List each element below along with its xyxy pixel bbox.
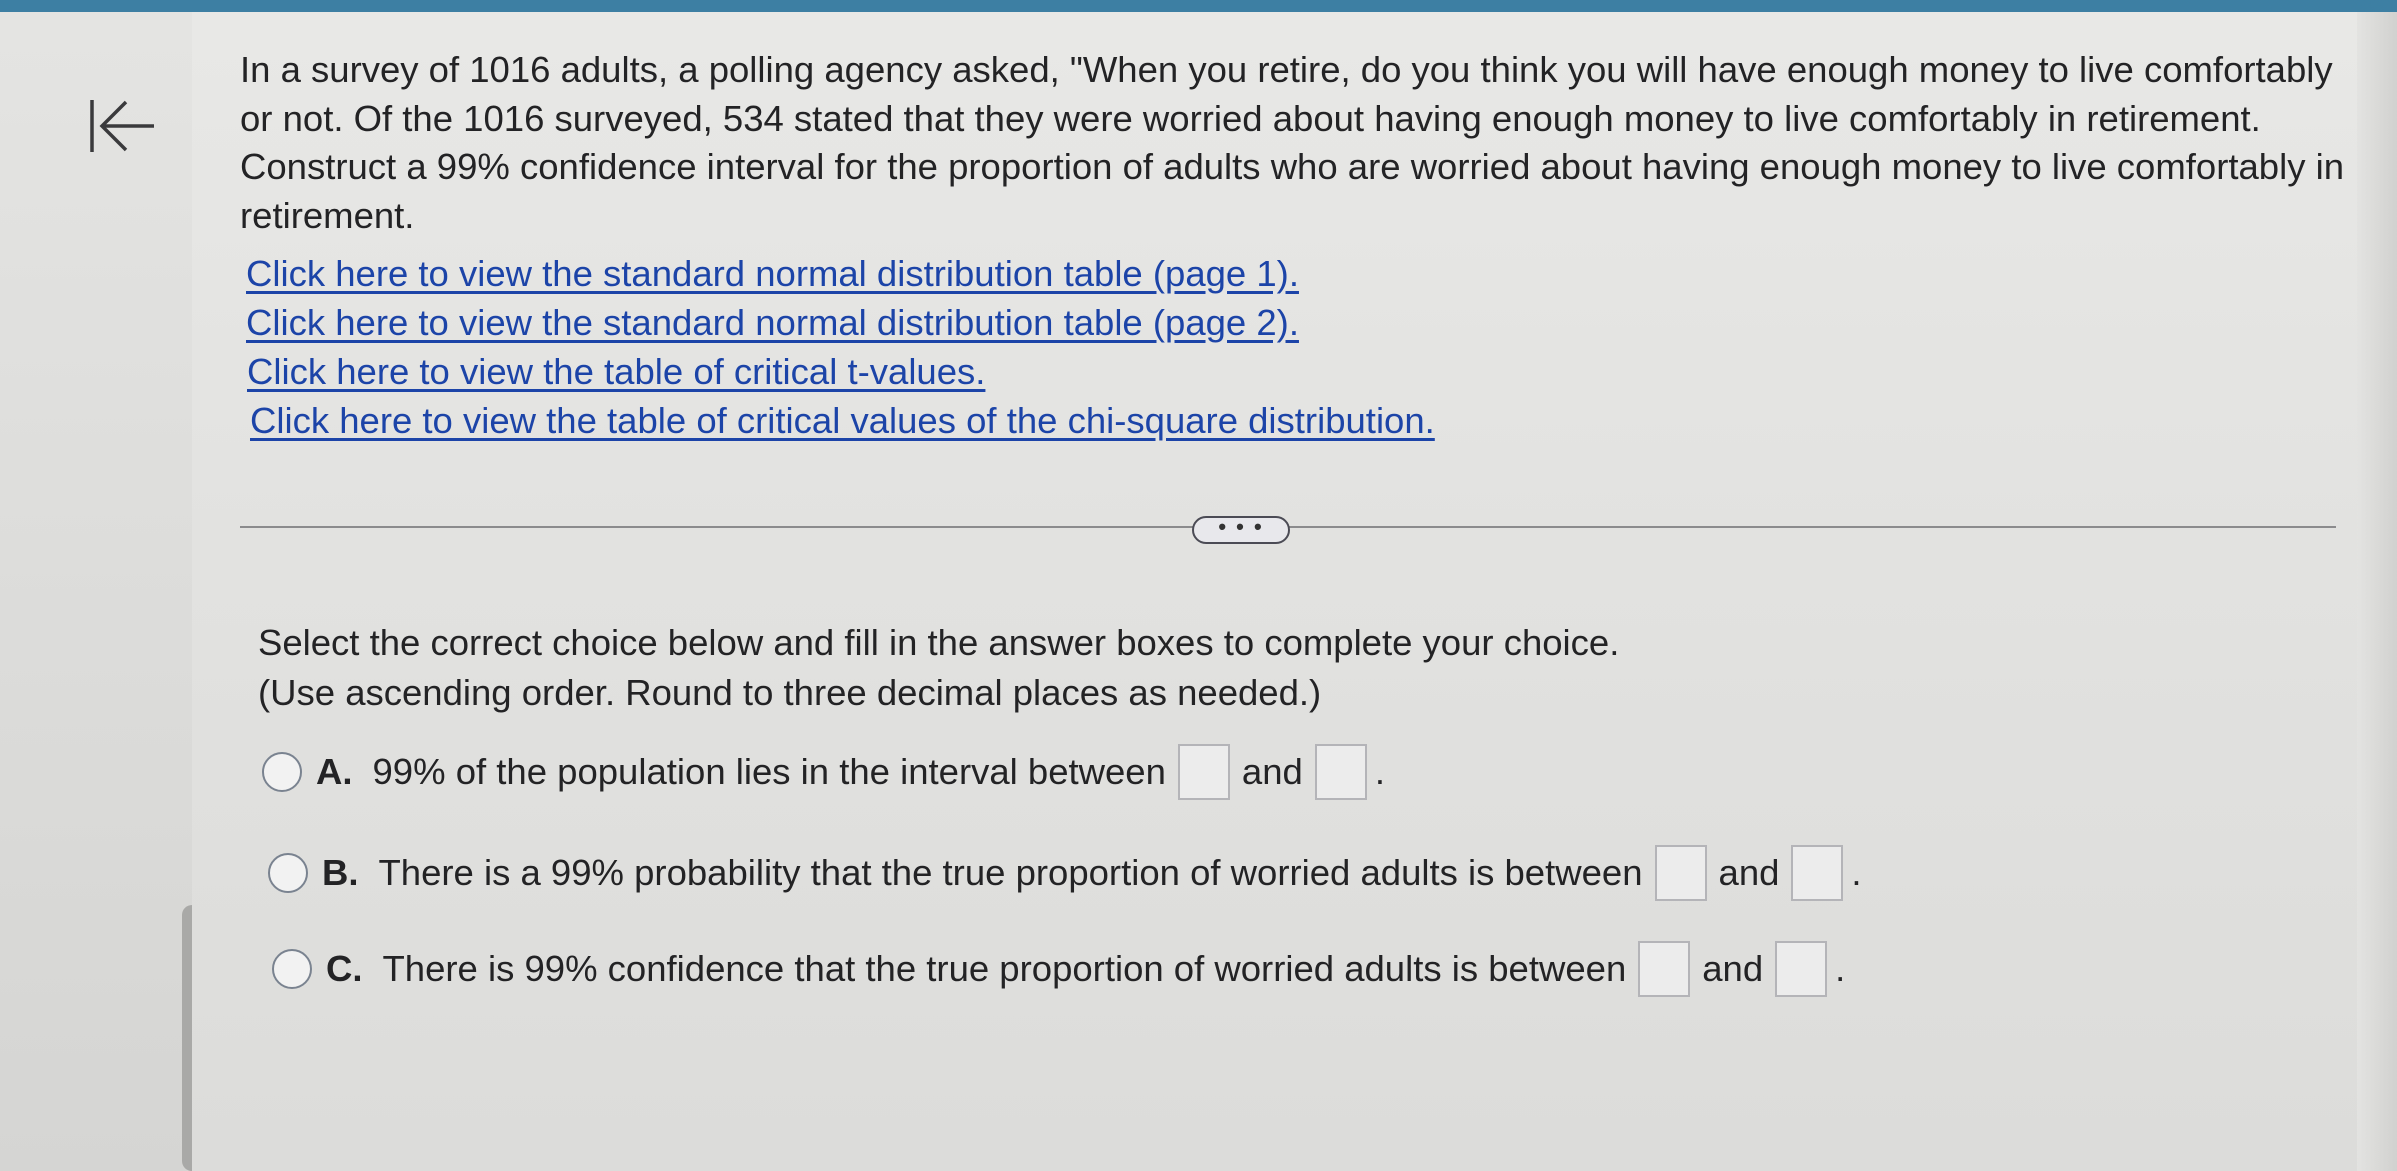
choice-b-radio[interactable] [268,853,308,893]
question-text: In a survey of 1016 adults, a polling agency asked, "When you retire, do you think you will have enough money to live comfortably or not. Of the 1016 surveyed, 534 stated that they were worried about having enough money to live comfortably in retirement. Construct a 99% confidence interval for the proportion of adults who are worried about having enough money to live comfortably in retirement. [240,49,2345,236]
choice-a-radio[interactable] [262,752,302,792]
chi-square-table-link[interactable]: Click here to view the table of critical values of the chi-square distribution. [250,400,1435,441]
choice-a-upper-bound-input[interactable] [1315,744,1367,800]
choice-c-lower-bound-input[interactable] [1638,941,1690,997]
right-edge [2357,12,2397,1171]
choice-b-letter: B. [322,852,359,893]
normal-table-page2-link[interactable]: Click here to view the standard normal distribution table (page 2). [246,302,1299,343]
left-panel [0,12,194,1171]
first-page-arrow-icon[interactable] [88,96,158,156]
choice-c-radio[interactable] [272,949,312,989]
choice-a-period: . [1374,751,1385,792]
choice-c-connector: and [1702,948,1764,989]
choice-c-letter: C. [326,948,363,989]
choice-c[interactable] [272,943,1845,995]
instructions-line-2: (Use ascending order. Round to three decimal places as needed.) [258,672,1322,713]
choice-a-letter: A. [316,751,353,792]
choice-a[interactable] [262,746,1385,798]
instructions-line-1: Select the correct choice below and fill in the answer boxes to complete your choice. [258,622,1620,663]
expand-button[interactable]: • • • [1192,516,1290,544]
choice-a-lower-bound-input[interactable] [1178,744,1230,800]
choice-b-connector: and [1718,852,1780,893]
normal-table-page1-link[interactable]: Click here to view the standard normal distribution table (page 1). [246,253,1299,294]
choice-b-text: There is a 99% probability that the true proportion of worried adults is between [378,852,1643,893]
choice-b-lower-bound-input[interactable] [1655,845,1707,901]
choice-a-text: 99% of the population lies in the interval between [372,751,1166,792]
choice-a-connector: and [1241,751,1303,792]
choice-b-period: . [1851,852,1862,893]
choice-c-period: . [1835,948,1846,989]
choice-b-upper-bound-input[interactable] [1791,845,1843,901]
t-values-table-link[interactable]: Click here to view the table of critical t-values. [247,351,986,392]
top-bar [0,0,2397,12]
instructions [258,618,2158,718]
choice-c-upper-bound-input[interactable] [1775,941,1827,997]
choice-b[interactable] [268,847,1862,899]
choice-c-text: There is 99% confidence that the true proportion of worried adults is between [382,948,1627,989]
